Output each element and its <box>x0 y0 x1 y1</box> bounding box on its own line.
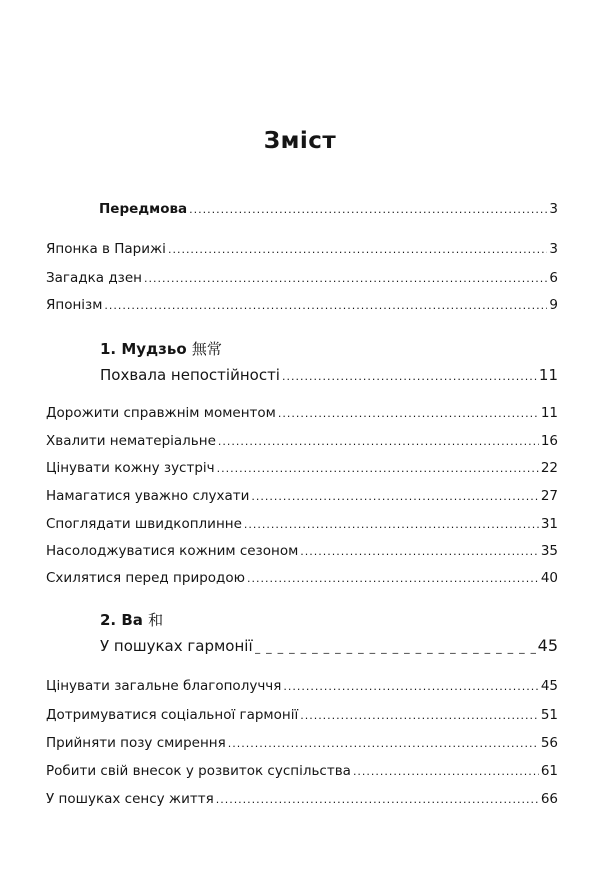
toc-entry[interactable] <box>46 516 558 532</box>
toc-entry-page: 56 <box>540 735 558 751</box>
toc-entry-page: 11 <box>540 405 558 421</box>
dot-leader <box>189 203 547 216</box>
toc-entry-label: Споглядати швидкоплинне <box>46 516 242 532</box>
page-title: Зміст <box>263 128 337 154</box>
toc-entry-page: 61 <box>540 763 558 779</box>
toc-entry-label: У пошуках сенсу життя <box>46 791 214 807</box>
toc-entry[interactable] <box>46 270 558 286</box>
toc-entry[interactable] <box>46 297 558 313</box>
chapter-heading-1 <box>100 338 222 359</box>
toc-entry[interactable] <box>46 570 558 586</box>
toc-entry-chapter-2[interactable] <box>100 636 558 655</box>
toc-entry-page: 31 <box>540 516 558 532</box>
toc-entry[interactable] <box>46 405 558 421</box>
chapter-subtitle: У пошуках гармонії <box>100 637 253 655</box>
toc-entry-label: Хвалити нематеріальне <box>46 433 216 449</box>
toc-entry-label: Насолоджуватися кожним сезоном <box>46 543 299 559</box>
toc-entry[interactable] <box>46 488 558 504</box>
dot-leader <box>283 680 538 693</box>
dot-leader <box>218 435 539 448</box>
dot-leader <box>228 737 539 750</box>
toc-entry-intro[interactable] <box>99 201 558 217</box>
toc-entry-page: 16 <box>540 433 558 449</box>
toc-entry-label: Намагатися уважно слухати <box>46 488 250 504</box>
toc-entry-label: Цінувати загальне благополуччя <box>46 678 282 694</box>
toc-entry[interactable] <box>46 791 558 807</box>
toc-entry-page: 22 <box>540 460 558 476</box>
dot-leader <box>282 370 537 383</box>
toc-entry-page: 66 <box>540 791 558 807</box>
chapter-kanji: 無常 <box>191 340 222 358</box>
dot-leader <box>255 641 536 654</box>
toc-entry-page: 40 <box>540 570 558 586</box>
toc-entry-page: 51 <box>540 707 558 723</box>
dot-leader <box>216 793 539 806</box>
toc-entry-label: Цінувати кожну зустріч <box>46 460 215 476</box>
toc-entry[interactable] <box>46 735 558 751</box>
dot-leader <box>247 572 539 585</box>
dot-leader <box>278 407 539 420</box>
toc-entry-label: Дотримуватися соціальної гармонії <box>46 707 299 723</box>
toc-entry-page: 6 <box>549 270 558 286</box>
toc-entry[interactable] <box>46 433 558 449</box>
toc-entry-page: 9 <box>549 297 558 313</box>
chapter-subtitle: Похвала непостійності <box>100 366 280 384</box>
toc-entry-label: Японка в Парижі <box>46 241 166 257</box>
chapter-number: 1. Мудзьо <box>100 340 187 358</box>
toc-entry-page: 3 <box>549 201 558 217</box>
dot-leader <box>104 299 547 312</box>
dot-leader <box>251 490 538 503</box>
toc-entry[interactable] <box>46 707 558 723</box>
toc-entry-page: 45 <box>540 678 558 694</box>
toc-entry[interactable] <box>46 678 558 694</box>
dot-leader <box>353 765 539 778</box>
toc-entry-label: Схилятися перед природою <box>46 570 245 586</box>
toc-entry-label: Дорожити справжнім моментом <box>46 405 276 421</box>
chapter-kanji: 和 <box>148 611 164 629</box>
toc-entry[interactable] <box>46 460 558 476</box>
dot-leader <box>217 462 539 475</box>
toc-entry-label: Японізм <box>46 297 103 313</box>
dot-leader <box>144 272 547 285</box>
chapter-heading-2 <box>100 609 163 630</box>
toc-entry[interactable] <box>46 543 558 559</box>
toc-entry-label: Робити свій внесок у розвиток суспільства <box>46 763 351 779</box>
toc-entry[interactable] <box>46 241 558 257</box>
toc-entry-label: Передмова <box>99 201 188 217</box>
toc-entry-page: 45 <box>537 636 558 655</box>
toc-entry-chapter-1[interactable] <box>100 366 558 384</box>
toc-entry[interactable] <box>46 763 558 779</box>
dot-leader <box>300 709 539 722</box>
dot-leader <box>168 243 547 256</box>
dot-leader <box>244 518 539 531</box>
toc-entry-page: 11 <box>538 366 558 384</box>
toc-entry-page: 35 <box>540 543 558 559</box>
toc-entry-label: Загадка дзен <box>46 270 142 286</box>
toc-entry-label: Прийняти позу смирення <box>46 735 226 751</box>
toc-entry-page: 27 <box>540 488 558 504</box>
dot-leader <box>300 545 539 558</box>
toc-entry-page: 3 <box>549 241 558 257</box>
chapter-number: 2. Ва <box>100 611 143 629</box>
